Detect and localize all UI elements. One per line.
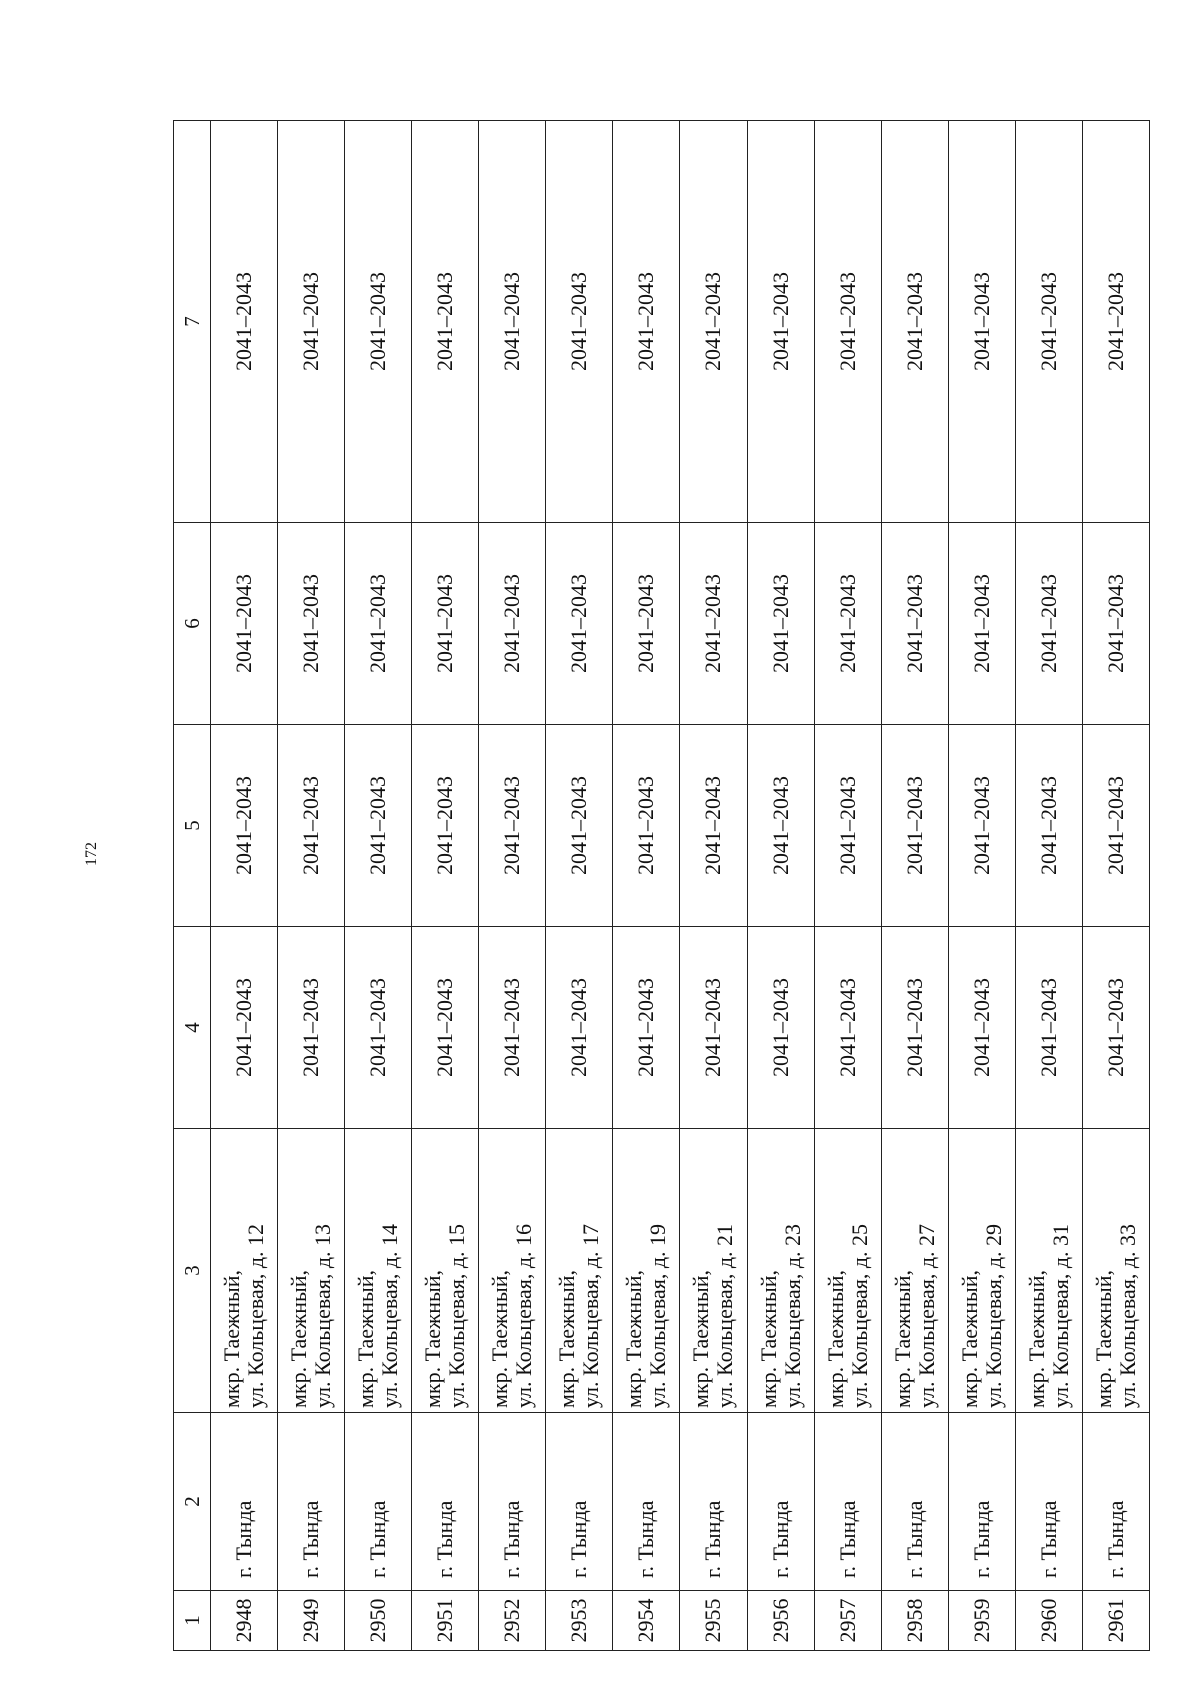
header-cell-6: 6 [174, 523, 211, 725]
table-row [881, 121, 948, 1651]
period-cell-col6: 2041–2043 [948, 523, 1015, 725]
row-number-cell: 2959 [948, 1591, 1015, 1651]
period-cell-col4: 2041–2043 [747, 927, 814, 1129]
period-cell-col7: 2041–2043 [211, 121, 278, 523]
period-cell-col6: 2041–2043 [1082, 523, 1149, 725]
table-row [1082, 121, 1149, 1651]
table-row [613, 121, 680, 1651]
table-row [479, 121, 546, 1651]
address-line-street: ул. Кольцевая, д. 16 [511, 1223, 537, 1408]
period-cell-col4: 2041–2043 [278, 927, 345, 1129]
address-line-district: мкр. Таежный, [822, 1269, 848, 1408]
table-header-row [174, 121, 211, 1651]
address-line-street: ул. Кольцевая, д. 25 [846, 1223, 872, 1408]
period-cell-col5: 2041–2043 [814, 725, 881, 927]
period-cell-col7: 2041–2043 [412, 121, 479, 523]
period-cell-col7: 2041–2043 [948, 121, 1015, 523]
period-cell-col5: 2041–2043 [747, 725, 814, 927]
city-cell: г. Тында [948, 1413, 1015, 1591]
table-row [278, 121, 345, 1651]
rotated-table-wrapper [173, 121, 1150, 1651]
period-cell-col5: 2041–2043 [613, 725, 680, 927]
city-cell: г. Тында [1015, 1413, 1082, 1591]
address-cell [1015, 1129, 1082, 1413]
address-cell [814, 1129, 881, 1413]
address-line-district: мкр. Таежный, [554, 1269, 580, 1408]
period-cell-col7: 2041–2043 [345, 121, 412, 523]
city-cell: г. Тында [881, 1413, 948, 1591]
city-cell: г. Тында [412, 1413, 479, 1591]
period-cell-col4: 2041–2043 [479, 927, 546, 1129]
city-cell: г. Тында [345, 1413, 412, 1591]
address-line-district: мкр. Таежный, [286, 1269, 312, 1408]
city-cell: г. Тында [1082, 1413, 1149, 1591]
address-cell [211, 1129, 278, 1413]
period-cell-col5: 2041–2043 [479, 725, 546, 927]
table-body [174, 121, 1150, 1651]
period-cell-col6: 2041–2043 [345, 523, 412, 725]
header-cell-2: 2 [174, 1413, 211, 1591]
address-line-street: ул. Кольцевая, д. 14 [377, 1223, 403, 1408]
row-number-cell: 2951 [412, 1591, 479, 1651]
period-cell-col4: 2041–2043 [1082, 927, 1149, 1129]
table-row [814, 121, 881, 1651]
address-line-district: мкр. Таежный, [755, 1269, 781, 1408]
row-number-cell: 2958 [881, 1591, 948, 1651]
header-cell-3: 3 [174, 1129, 211, 1413]
address-line-district: мкр. Таежный, [956, 1269, 982, 1408]
period-cell-col4: 2041–2043 [680, 927, 747, 1129]
table-row [345, 121, 412, 1651]
city-cell: г. Тында [747, 1413, 814, 1591]
address-cell [680, 1129, 747, 1413]
row-number-cell: 2952 [479, 1591, 546, 1651]
address-cell [613, 1129, 680, 1413]
period-cell-col6: 2041–2043 [479, 523, 546, 725]
city-cell: г. Тында [479, 1413, 546, 1591]
address-cell [747, 1129, 814, 1413]
address-line-street: ул. Кольцевая, д. 17 [578, 1223, 604, 1408]
address-cell [881, 1129, 948, 1413]
period-cell-col7: 2041–2043 [278, 121, 345, 523]
address-cell [1082, 1129, 1149, 1413]
table-row [412, 121, 479, 1651]
row-number-cell: 2954 [613, 1591, 680, 1651]
header-cell-5: 5 [174, 725, 211, 927]
period-cell-col6: 2041–2043 [680, 523, 747, 725]
address-cell [278, 1129, 345, 1413]
row-number-cell: 2956 [747, 1591, 814, 1651]
address-line-street: ул. Кольцевая, д. 29 [980, 1223, 1006, 1408]
city-cell: г. Тында [680, 1413, 747, 1591]
period-cell-col4: 2041–2043 [613, 927, 680, 1129]
row-number-cell: 2955 [680, 1591, 747, 1651]
period-cell-col6: 2041–2043 [546, 523, 613, 725]
city-cell: г. Тында [546, 1413, 613, 1591]
period-cell-col4: 2041–2043 [546, 927, 613, 1129]
address-line-district: мкр. Таежный, [1023, 1269, 1049, 1408]
period-cell-col6: 2041–2043 [211, 523, 278, 725]
address-line-district: мкр. Таежный, [219, 1269, 245, 1408]
address-cell [546, 1129, 613, 1413]
table-row [1015, 121, 1082, 1651]
address-cell [479, 1129, 546, 1413]
period-cell-col4: 2041–2043 [948, 927, 1015, 1129]
city-cell: г. Тында [278, 1413, 345, 1591]
row-number-cell: 2957 [814, 1591, 881, 1651]
period-cell-col7: 2041–2043 [881, 121, 948, 523]
period-cell-col6: 2041–2043 [747, 523, 814, 725]
address-line-district: мкр. Таежный, [1090, 1269, 1116, 1408]
period-cell-col7: 2041–2043 [1082, 121, 1149, 523]
address-line-street: ул. Кольцевая, д. 31 [1047, 1223, 1073, 1408]
address-line-district: мкр. Таежный, [353, 1269, 379, 1408]
page-number: 172 [83, 842, 100, 866]
period-cell-col5: 2041–2043 [680, 725, 747, 927]
table-row [546, 121, 613, 1651]
housing-schedule-table [173, 120, 1150, 1651]
table-row [747, 121, 814, 1651]
header-cell-7: 7 [174, 121, 211, 523]
address-line-street: ул. Кольцевая, д. 12 [243, 1223, 269, 1408]
address-line-street: ул. Кольцевая, д. 23 [779, 1223, 805, 1408]
address-line-district: мкр. Таежный, [621, 1269, 647, 1408]
period-cell-col6: 2041–2043 [412, 523, 479, 725]
city-cell: г. Тында [211, 1413, 278, 1591]
city-cell: г. Тында [613, 1413, 680, 1591]
period-cell-col7: 2041–2043 [814, 121, 881, 523]
address-line-district: мкр. Таежный, [487, 1269, 513, 1408]
address-line-street: ул. Кольцевая, д. 27 [913, 1223, 939, 1408]
period-cell-col4: 2041–2043 [881, 927, 948, 1129]
row-number-cell: 2949 [278, 1591, 345, 1651]
city-cell: г. Тында [814, 1413, 881, 1591]
row-number-cell: 2961 [1082, 1591, 1149, 1651]
period-cell-col4: 2041–2043 [211, 927, 278, 1129]
period-cell-col5: 2041–2043 [345, 725, 412, 927]
row-number-cell: 2950 [345, 1591, 412, 1651]
address-cell [948, 1129, 1015, 1413]
address-line-district: мкр. Таежный, [889, 1269, 915, 1408]
period-cell-col6: 2041–2043 [814, 523, 881, 725]
address-line-district: мкр. Таежный, [420, 1269, 446, 1408]
period-cell-col7: 2041–2043 [1015, 121, 1082, 523]
period-cell-col5: 2041–2043 [546, 725, 613, 927]
address-cell [345, 1129, 412, 1413]
table-row [211, 121, 278, 1651]
period-cell-col7: 2041–2043 [479, 121, 546, 523]
period-cell-col5: 2041–2043 [278, 725, 345, 927]
table-row [680, 121, 747, 1651]
address-line-street: ул. Кольцевая, д. 33 [1114, 1223, 1140, 1408]
period-cell-col7: 2041–2043 [613, 121, 680, 523]
header-cell-4: 4 [174, 927, 211, 1129]
address-line-district: мкр. Таежный, [688, 1269, 714, 1408]
period-cell-col6: 2041–2043 [278, 523, 345, 725]
period-cell-col5: 2041–2043 [211, 725, 278, 927]
address-line-street: ул. Кольцевая, д. 15 [444, 1223, 470, 1408]
period-cell-col6: 2041–2043 [1015, 523, 1082, 725]
row-number-cell: 2948 [211, 1591, 278, 1651]
header-cell-1: 1 [174, 1591, 211, 1651]
row-number-cell: 2960 [1015, 1591, 1082, 1651]
row-number-cell: 2953 [546, 1591, 613, 1651]
period-cell-col5: 2041–2043 [881, 725, 948, 927]
period-cell-col5: 2041–2043 [412, 725, 479, 927]
period-cell-col4: 2041–2043 [814, 927, 881, 1129]
period-cell-col7: 2041–2043 [680, 121, 747, 523]
period-cell-col6: 2041–2043 [613, 523, 680, 725]
address-line-street: ул. Кольцевая, д. 13 [310, 1223, 336, 1408]
period-cell-col4: 2041–2043 [345, 927, 412, 1129]
period-cell-col4: 2041–2043 [412, 927, 479, 1129]
period-cell-col4: 2041–2043 [1015, 927, 1082, 1129]
period-cell-col5: 2041–2043 [948, 725, 1015, 927]
period-cell-col6: 2041–2043 [881, 523, 948, 725]
address-cell [412, 1129, 479, 1413]
address-line-street: ул. Кольцевая, д. 21 [712, 1223, 738, 1408]
period-cell-col7: 2041–2043 [546, 121, 613, 523]
period-cell-col7: 2041–2043 [747, 121, 814, 523]
period-cell-col5: 2041–2043 [1015, 725, 1082, 927]
address-line-street: ул. Кольцевая, д. 19 [645, 1223, 671, 1408]
table-row [948, 121, 1015, 1651]
period-cell-col5: 2041–2043 [1082, 725, 1149, 927]
